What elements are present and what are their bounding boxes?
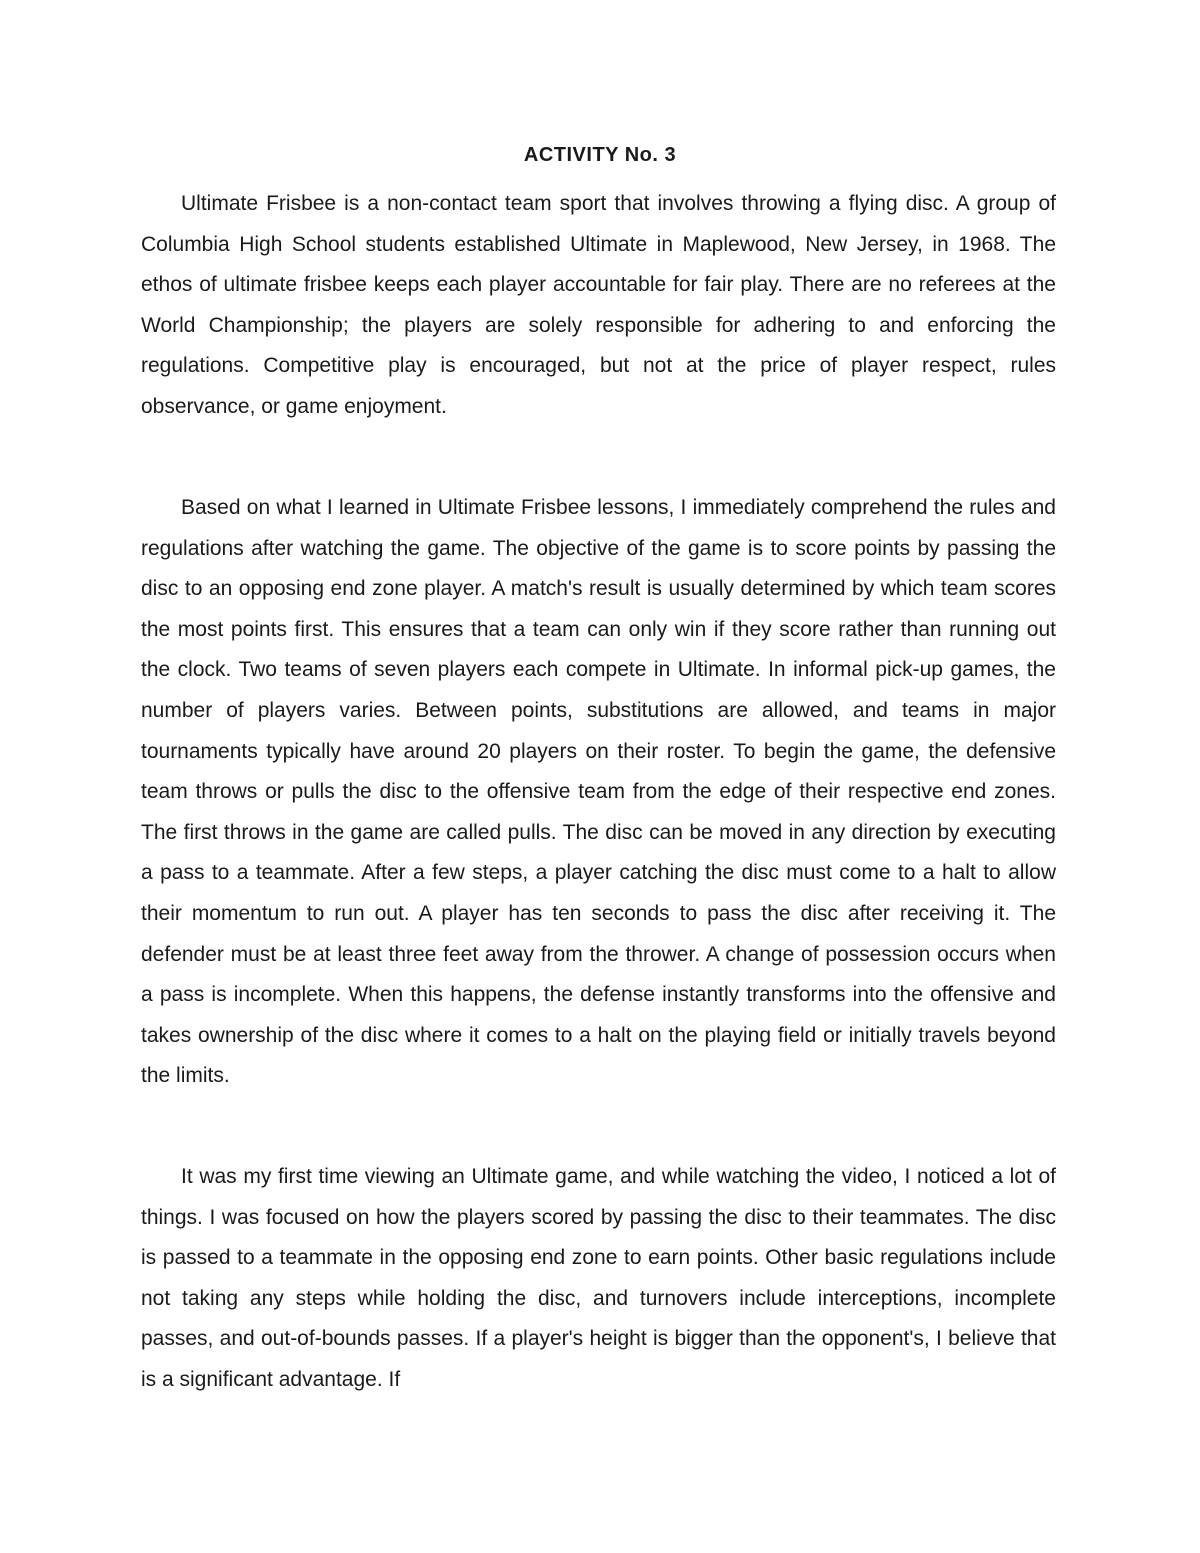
paragraph-2: Based on what I learned in Ultimate Frisbee lessons, I immediately comprehend the rules and regulations after watching the game. The objective of the game is to score points by passing the disc to an opposing end zone player. A match's result is usually determined by which team scores the most points first. This ensures that a team can only win if they score rather than running out the clock. Two teams of seven players each compete in Ultimate. In informal pick-up games, the number of players varies. Between points, substitutions are allowed, and teams in major tournaments typically have around 20 players on their roster. To begin the game, the defensive team throws or pulls the disc to the offensive team from the edge of their respective end zones. The first throws in the game are called pulls. The disc can be moved in any direction by executing a pass to a teammate. After a few steps, a player catching the disc must come to a halt to allow their momentum to run out. A player has ten seconds to pass the disc after receiving it. The defender must be at least three feet away from the thrower. A change of possession occurs when a pass is incomplete. When this happens, the defense instantly transforms into the offensive and takes ownership of the disc where it comes to a halt on the playing field or initially travels beyond the limits. xyxy=(141,496,1056,1088)
paragraph-1: Ultimate Frisbee is a non-contact team sport that involves throwing a flying disc. A group of Columbia High School students established Ultimate in Maplewood, New Jersey, in 1968. The ethos of ultimate frisbee keeps each player accountable for fair play. There are no referees at the World Championship; the players are solely responsible for adhering to and enforcing the regulations. Competitive play is encouraged, but not at the price of player respect, rules observance, or game enjoyment. xyxy=(141,192,1056,418)
paragraph-3: It was my first time viewing an Ultimate game, and while watching the video, I noticed a lot of things. I was focused on how the players scored by passing the disc to their teammates. The disc is passed to a teammate in the opposing end zone to earn points. Other basic regulations include not taking any steps while holding the disc, and turnovers include interceptions, incomplete passes, and out-of-bounds passes. If a player's height is bigger than the opponent's, I believe that is a significant advantage. If xyxy=(141,1165,1056,1391)
page-title: ACTIVITY No. 3 xyxy=(523,144,677,166)
